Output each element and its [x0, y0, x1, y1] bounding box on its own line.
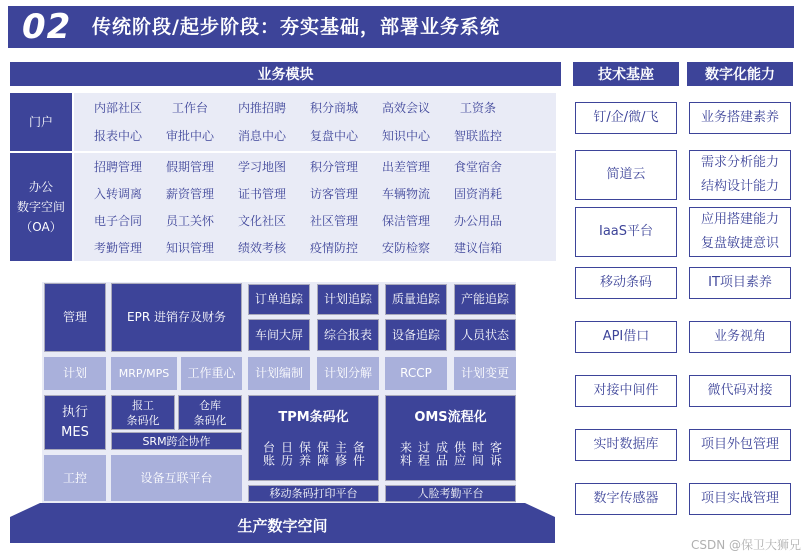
oa-item: 员工关怀: [165, 213, 214, 228]
oa-item: 积分管理: [309, 159, 358, 174]
rccp-box: RCCP: [385, 357, 447, 390]
oa-item: 学习地图: [237, 159, 286, 174]
oa-item: 疫情防控: [309, 240, 358, 255]
oa-item: 食堂宿舍: [453, 159, 502, 174]
portal-item: 高效会议: [381, 101, 430, 115]
oms-title: OMS流程化: [414, 410, 487, 425]
portal-item: 内推招聘: [237, 101, 286, 115]
digital-item-line: 业务搭建素养: [700, 110, 779, 125]
digital-item: [689, 375, 791, 407]
production-base-label: 生产数字空间: [237, 517, 328, 535]
tech-item-line: 移动条码: [599, 275, 652, 290]
plan-compile-box: 计划编制: [248, 357, 310, 390]
digital-item: [689, 321, 791, 353]
oa-item: 证书管理: [237, 186, 286, 201]
oa-item: 访客管理: [309, 186, 358, 201]
oa-item: 保洁管理: [381, 213, 430, 228]
print-platform-box: 移动条码打印平台: [248, 485, 379, 502]
oa-panel: [74, 153, 556, 261]
portal-label: 门户: [10, 93, 72, 151]
portal-item: 知识中心: [381, 129, 430, 143]
watermark: CSDN @保卫大狮兄: [690, 538, 801, 552]
tech-item-line: 数字传感器: [593, 491, 659, 506]
oms-item: 客诉: [488, 441, 503, 467]
digital-item: [689, 267, 791, 299]
tech-item-line: 实时数据库: [593, 437, 659, 452]
srm-box: SRM跨企协作: [111, 432, 242, 450]
digital-item: [689, 102, 791, 134]
oa-item: 车辆物流: [381, 186, 430, 201]
tech-item: [575, 150, 677, 200]
oa-label-line: 办公: [28, 180, 53, 194]
digital-item: [689, 429, 791, 461]
tech-item-line: IaaS平台: [598, 224, 654, 239]
plan-tracking-box: 计划追踪: [317, 284, 379, 315]
oms-item: 供应: [452, 441, 467, 467]
oa-item: 电子合同: [93, 213, 142, 228]
epr-box: EPR 进销存及财务: [111, 283, 242, 352]
warehouse-barcode-box: 仓库 条码化: [178, 395, 242, 430]
tech-item: [575, 429, 677, 461]
oa-item: 固资消耗: [453, 186, 502, 201]
tpm-item: 保障: [315, 441, 330, 467]
tech-item-line: 钉/企/微/飞: [593, 110, 659, 125]
oa-item: 社区管理: [309, 213, 358, 228]
manage-box: 管理: [44, 283, 106, 352]
portal-item: 审批中心: [165, 129, 214, 143]
capacity-tracking-box: 产能追踪: [454, 284, 516, 315]
order-tracking-box: 订单追踪: [248, 284, 310, 315]
portal-item: 工资条: [459, 101, 496, 115]
tech-item: [575, 207, 677, 257]
portal-item: 复盘中心: [309, 129, 358, 143]
device-platform-box: 设备互联平台: [111, 455, 242, 501]
tpm-item: 日历: [279, 441, 294, 467]
digital-title: 数字化能力: [687, 62, 793, 86]
portal-item: 消息中心: [237, 129, 286, 143]
header-banner: [8, 6, 794, 48]
digital-item-line: 业务视角: [713, 329, 766, 344]
business-module-title: 业务模块: [10, 62, 561, 86]
oa-label: [10, 153, 72, 261]
face-platform-box: 人脸考勤平台: [385, 485, 516, 502]
oms-item: 时间: [470, 441, 485, 467]
oa-item: 办公用品: [453, 213, 502, 228]
oa-item: 薪资管理: [165, 186, 214, 201]
workshop-screen-box: 车间大屏: [248, 319, 310, 351]
oa-label-line: （OA）: [20, 220, 62, 234]
oa-item: 绩效考核: [237, 240, 286, 255]
oa-item: 入转调离: [93, 186, 142, 201]
oms-item: 成品: [434, 441, 449, 467]
quality-tracking-box: 质量追踪: [385, 284, 447, 315]
oms-item: 过程: [416, 441, 431, 467]
tech-item: [575, 267, 677, 299]
portal-item: 内部社区: [93, 101, 142, 115]
plan-change-box: 计划变更: [454, 357, 516, 390]
oa-item: 招聘管理: [93, 159, 142, 174]
oa-item: 安防检察: [381, 240, 430, 255]
digital-item-line: 微代码对接: [707, 383, 773, 398]
tech-title: 技术基座: [573, 62, 679, 86]
tpm-box: [248, 395, 379, 481]
tpm-item: 主修: [333, 441, 348, 467]
tech-item-line: 简道云: [606, 167, 646, 182]
portal-item: 智联监控: [453, 129, 502, 143]
report-barcode-box: 报工 条码化: [111, 395, 175, 430]
work-focus-box: 工作重心: [181, 357, 242, 390]
digital-item: [689, 483, 791, 515]
digital-item: [689, 150, 791, 200]
section-title: 传统阶段/起步阶段：夯实基础，部署业务系统: [92, 16, 500, 38]
digital-item-line: 项目实战管理: [700, 491, 779, 506]
report-box: 综合报表: [317, 319, 379, 351]
tpm-item: 备件: [351, 441, 366, 467]
plan-label: 计划: [44, 357, 106, 390]
tech-item-line: 对接中间件: [593, 383, 659, 398]
digital-item-line: 复盘敏捷意识: [700, 236, 779, 251]
digital-item-line: 需求分析能力: [700, 155, 779, 170]
tech-item: [575, 321, 677, 353]
section-number: 02: [22, 7, 72, 47]
digital-item-line: IT项目素养: [708, 275, 772, 290]
tech-item: [575, 375, 677, 407]
oa-item: 文化社区: [237, 213, 286, 228]
oms-box: [385, 395, 516, 481]
oa-item: 建议信箱: [453, 240, 502, 255]
portal-item: 报表中心: [93, 129, 142, 143]
oa-item: 出差管理: [381, 159, 430, 174]
mrp-box: MRP/MPS: [111, 357, 177, 390]
oa-label-line: 数字空间: [16, 200, 65, 214]
tech-item-line: API借口: [602, 329, 650, 344]
tpm-item: 台账: [261, 441, 276, 467]
digital-item: [689, 207, 791, 257]
tpm-item: 保养: [297, 441, 312, 467]
mes-label: 执行 MES: [44, 395, 106, 450]
equipment-tracking-box: 设备追踪: [385, 319, 447, 351]
portal-panel: [74, 93, 556, 151]
control-label: 工控: [44, 455, 106, 501]
oms-item: 来料: [398, 441, 413, 467]
plan-decompose-box: 计划分解: [317, 357, 379, 390]
digital-item-line: 项目外包管理: [700, 437, 779, 452]
oa-item: 考勤管理: [93, 240, 142, 255]
tech-item: [575, 483, 677, 515]
oa-item: 假期管理: [165, 159, 214, 174]
tpm-title: TPM条码化: [278, 410, 349, 425]
portal-item: 积分商城: [309, 101, 358, 115]
digital-item-line: 应用搭建能力: [700, 212, 779, 227]
staff-status-box: 人员状态: [454, 319, 516, 351]
digital-item-line: 结构设计能力: [700, 179, 779, 194]
tech-item: [575, 102, 677, 134]
portal-item: 工作台: [171, 101, 208, 115]
oa-item: 知识管理: [165, 240, 214, 255]
